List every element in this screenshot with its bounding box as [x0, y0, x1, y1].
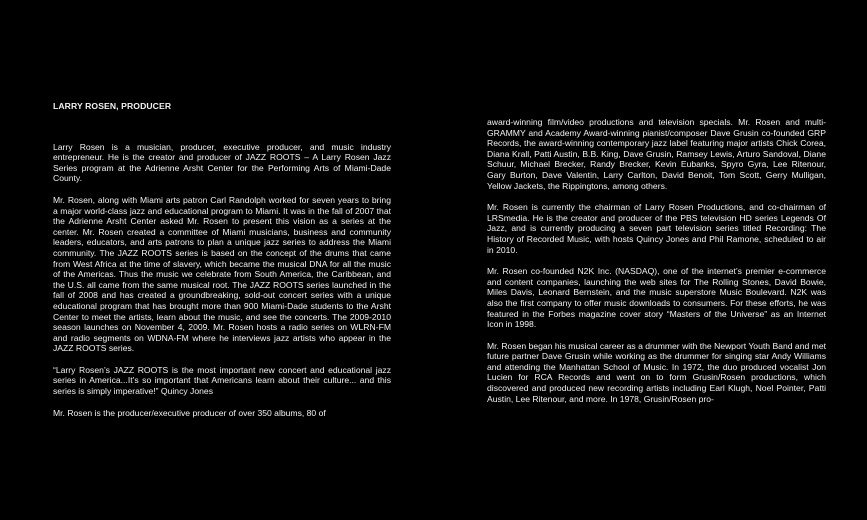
right-paragraph-1: award-winning film/video productions and television specials. Mr. Rosen and multi-GRAMMY and Academy Award-winning pianist/composer Dave Grusin co-founded GRP Records, the award-winning contemporary jazz label featuring major artists Chick Corea, Diana Krall, Patti Austin, B.B. King, Dave Grusin, Ramsey Lewis, Arturo Sandoval, Diane Schuur, Michael Brecker, Randy Brecker, Kevin Eubanks, Spyro Gyra, Lee Ritenour, Gary Burton, Dave Valentin, Larry Carlton, David Benoit, Tom Scott, Gerry Mulligan, Yellow Jackets, the Rippingtons, among others. — [487, 117, 826, 191]
right-column — [487, 117, 826, 415]
left-paragraph-2: Mr. Rosen, along with Miami arts patron Carl Randolph worked for seven years to bring a major world-class jazz and educational program to Miami. It was in the fall of 2007 that the Adrienne Arsht Center asked Mr. Rosen to present this vision as a series at the center. Mr. Rosen created a committee of Miami musicians, business and community leaders, educators, and arts patrons to plan a unique jazz series to address the Miami community. The JAZZ ROOTS series is based on the concept of the drums that came from West Africa at the time of slavery, which became the musical DNA for all the music of the Americas. Thus the music we celebrate from South America, the Caribbean, and the U.S. all came from the same musical root. The JAZZ ROOTS series launched in the fall of 2008 and has created a groundbreaking, sold-out concert series with a unique educational program that has brought more than 900 Miami-Dade students to the Arsht Center to meet the artists, learn about the music, and see the concerts. The 2009-2010 season launches on November 4, 2009. Mr. Rosen hosts a radio series on WLRN-FM and radio segments on WDNA-FM where he interviews jazz artists who appear in the JAZZ ROOTS series. — [53, 194, 391, 354]
left-paragraph-1: Larry Rosen is a musician, producer, executive producer, and music industry entrepreneur. He is the creator and producer of JAZZ ROOTS – A Larry Rosen Jazz Series program at the Adrienne Arsht Center for the Performing Arts of Miami-Dade County. — [53, 141, 391, 184]
left-column — [53, 101, 391, 429]
right-paragraph-4: Mr. Rosen began his musical career as a drummer with the Newport Youth Band and met future partner Dave Grusin while working as the drummer for singing star Andy Williams and attending the Manhattan School of Music. In 1972, the duo produced vocalist Jon Lucien for RCA Records and went on to form Grusin/Rosen productions, which discovered and produced new recording artists including Earl Klugh, Noel Pointer, Patti Austin, Lee Ritenour, and more. In 1978, Grusin/Rosen pro- — [487, 340, 826, 404]
right-paragraph-3: Mr. Rosen co-founded N2K Inc. (NASDAQ), one of the internet’s premier e-commerce and content companies, launching the web sites for The Rolling Stones, David Bowie, Miles Davis, Leonard Bernstein, and the music superstore Music Boulevard. N2K was also the first company to offer music downloads to consumers. For these efforts, he was featured in the Forbes magazine cover story “Masters of the Universe” as an Internet Icon in 1998. — [487, 266, 826, 330]
left-paragraph-quote: “Larry Rosen’s JAZZ ROOTS is the most important new concert and educational jazz series in America...It’s so important that Americans learn about their culture... and this series is simply imperative!” Quincy Jones — [53, 364, 391, 397]
left-paragraph-4: Mr. Rosen is the producer/executive producer of over 350 albums, 80 of — [53, 407, 326, 418]
right-paragraph-2: Mr. Rosen is currently the chairman of Larry Rosen Productions, and co-chairman of LRSmedia. He is the creator and producer of the PBS television HD series Legends Of Jazz, and is currently producing a seven part television series titled Recording: The History of Recorded Music, with hosts Quincy Jones and Phil Ramone, scheduled to air in 2010. — [487, 202, 826, 255]
section-heading: LARRY ROSEN, PRODUCER — [53, 101, 172, 111]
